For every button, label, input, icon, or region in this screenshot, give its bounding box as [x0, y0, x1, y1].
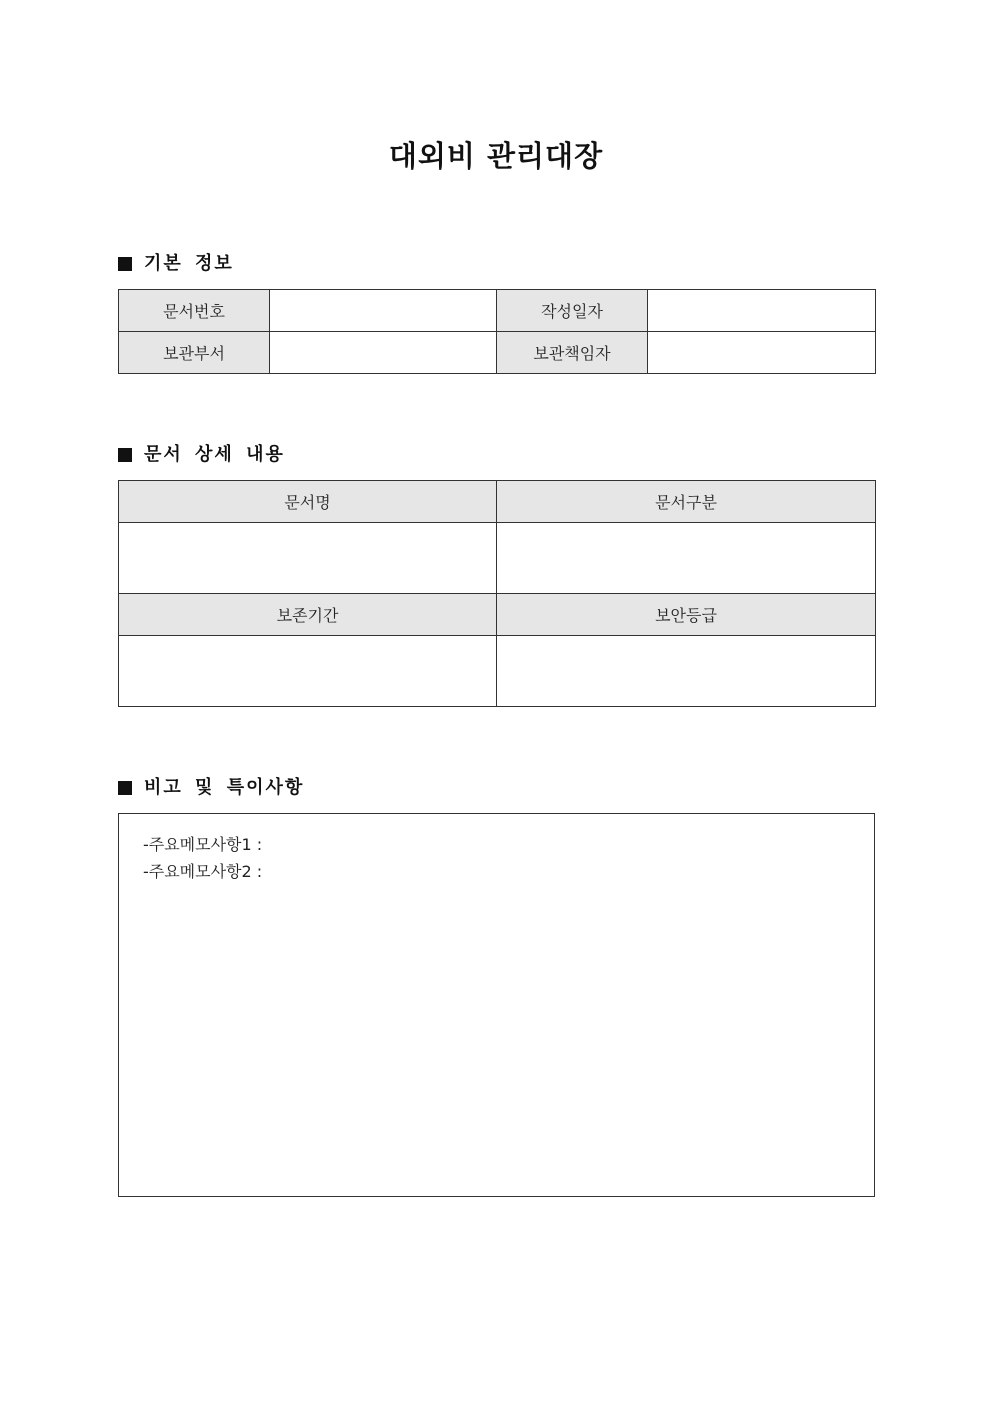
remarks-textarea[interactable]: [118, 813, 875, 1197]
storage-department-field[interactable]: [270, 332, 497, 374]
table-row: [119, 523, 876, 594]
security-level-label: 보안등급: [497, 594, 876, 636]
document-category-label: 문서구분: [497, 481, 876, 523]
table-row: [119, 332, 876, 374]
section-heading-basic-info: [118, 251, 234, 277]
storage-manager-label: 보관책임자: [497, 332, 648, 374]
section-heading-label: 비고 및 특이사항: [144, 777, 305, 798]
table-row: [119, 290, 876, 332]
created-date-field[interactable]: [648, 290, 876, 332]
section-heading-label: 기본 정보: [144, 253, 234, 274]
document-detail-table: [118, 480, 876, 707]
security-level-field[interactable]: [497, 636, 876, 707]
square-bullet-icon: [118, 448, 132, 462]
retention-period-field[interactable]: [119, 636, 497, 707]
document-name-field[interactable]: [119, 523, 497, 594]
retention-period-label: 보존기간: [119, 594, 497, 636]
document-name-label: 문서명: [119, 481, 497, 523]
section-heading-document-detail: [118, 442, 285, 468]
document-number-label: 문서번호: [119, 290, 270, 332]
section-heading-remarks: [118, 775, 304, 801]
page-title: 대외비 관리대장: [388, 139, 604, 173]
square-bullet-icon: [118, 257, 132, 271]
table-row: [119, 481, 876, 523]
remarks-line-1: -주요메모사항1 :: [143, 835, 263, 854]
square-bullet-icon: [118, 781, 132, 795]
remarks-line-2: -주요메모사항2 :: [143, 862, 263, 881]
basic-info-table: [118, 289, 876, 374]
table-row: [119, 594, 876, 636]
storage-department-label: 보관부서: [119, 332, 270, 374]
document-category-field[interactable]: [497, 523, 876, 594]
storage-manager-field[interactable]: [648, 332, 876, 374]
section-heading-label: 문서 상세 내용: [144, 444, 285, 465]
created-date-label: 작성일자: [497, 290, 648, 332]
table-row: [119, 636, 876, 707]
document-number-field[interactable]: [270, 290, 497, 332]
